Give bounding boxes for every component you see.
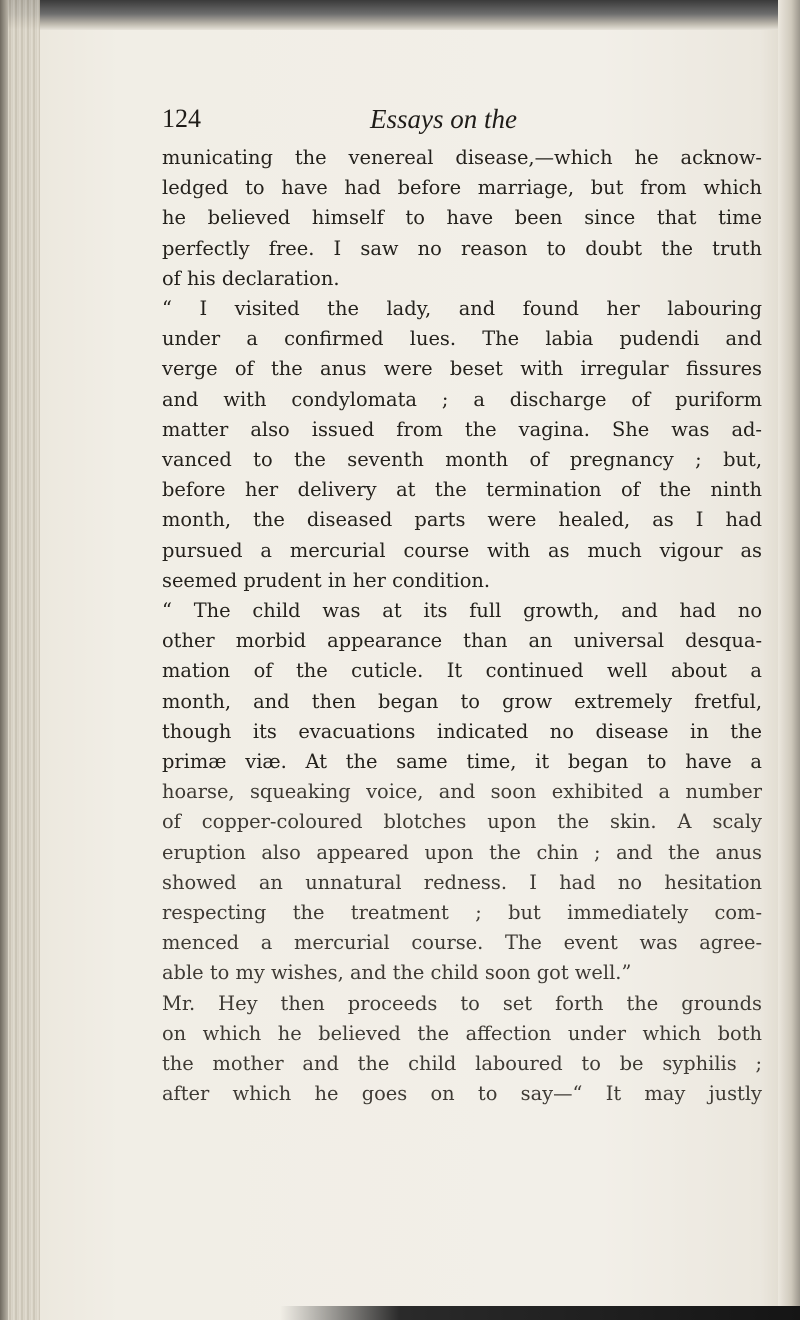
- running-head: Essays on the: [370, 104, 517, 134]
- text-line: “ I visited the lady, and found her labouring: [162, 297, 762, 321]
- scan-top-edge: [0, 0, 800, 30]
- scan-bottom-edge: [280, 1306, 800, 1320]
- text-line: mation of the cuticle. It continued well about a: [162, 659, 762, 683]
- text-line: showed an unnatural redness. I had no hesitation: [162, 870, 762, 894]
- text-line: seemed prudent in her condition.: [162, 568, 491, 592]
- text-line: the mother and the child laboured to be syphilis ;: [162, 1052, 762, 1076]
- binding-shadow: [0, 0, 8, 1320]
- text-line: after which he goes on to say—“ It may justly: [162, 1082, 762, 1106]
- text-line: pursued a mercurial course with as much vigour as: [162, 538, 762, 562]
- text-line: verge of the anus were beset with irregular fissures: [162, 357, 762, 381]
- page-header: [162, 104, 762, 144]
- text-line: hoarse, squeaking voice, and soon exhibited a number: [162, 780, 762, 804]
- text-line: though its evacuations indicated no disease in the: [162, 719, 762, 743]
- text-line: under a confirmed lues. The labia pudendi and: [162, 327, 762, 351]
- text-line: perfectly free. I saw no reason to doubt the truth: [162, 236, 762, 260]
- text-line: and with condylomata ; a discharge of puriform: [162, 387, 762, 411]
- text-line: respecting the treatment ; but immediately com-: [162, 901, 762, 925]
- text-line: able to my wishes, and the child soon got well.”: [162, 961, 632, 985]
- text-line: vanced to the seventh month of pregnancy ; but,: [162, 448, 762, 472]
- page-number: 124: [162, 104, 201, 133]
- text-line: matter also issued from the vagina. She was ad-: [162, 417, 762, 441]
- text-line: Mr. Hey then proceeds to set forth the grounds: [162, 991, 762, 1015]
- text-line: of copper-coloured blotches upon the skin. A scaly: [162, 810, 762, 834]
- text-line: “ The child was at its full growth, and had no: [162, 599, 762, 623]
- page-right-edge: [778, 0, 800, 1320]
- text-line: primæ viæ. At the same time, it began to have a: [162, 750, 762, 774]
- text-line: of his declaration.: [162, 266, 340, 290]
- text-line: municating the venereal disease,—which he acknow-: [162, 146, 762, 169]
- text-line: eruption also appeared upon the chin ; and the anus: [162, 840, 762, 864]
- text-line: on which he believed the affection under which both: [162, 1021, 762, 1045]
- text-line: menced a mercurial course. The event was agree-: [162, 931, 762, 955]
- text-line: he believed himself to have been since that time: [162, 206, 762, 230]
- text-line: before her delivery at the termination of the ninth: [162, 478, 762, 502]
- text-line: other morbid appearance than an universal desqua-: [162, 629, 762, 653]
- body-text: [162, 143, 762, 1110]
- text-line: month, and then began to grow extremely fretful,: [162, 689, 762, 713]
- text-line: ledged to have had before marriage, but from which: [162, 176, 762, 200]
- text-line: month, the diseased parts were healed, as I had: [162, 508, 762, 532]
